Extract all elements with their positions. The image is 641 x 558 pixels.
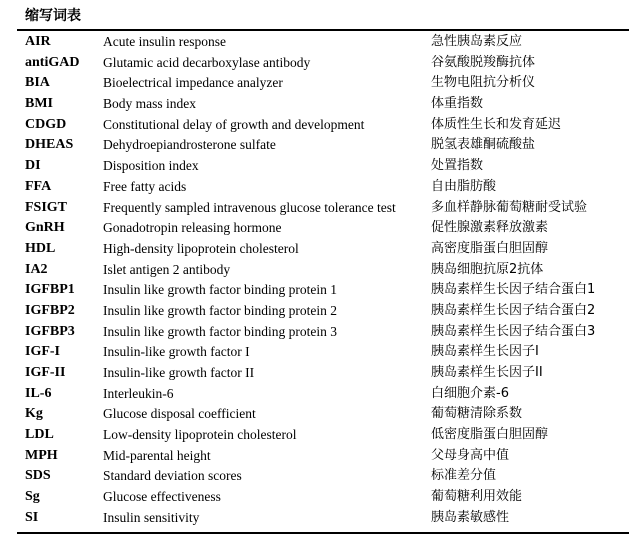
table-row	[0, 404, 641, 425]
table-row	[0, 342, 641, 363]
chinese-term-cell: 体重指数	[431, 96, 484, 112]
table-row	[0, 135, 641, 156]
english-term-cell: Standard deviation scores	[103, 468, 242, 484]
english-term-cell: Glucose effectiveness	[103, 489, 221, 505]
chinese-term-cell: 标准差分值	[431, 468, 497, 484]
chinese-term-cell: 促性腺激素释放激素	[431, 220, 549, 236]
table-row	[0, 466, 641, 487]
abbreviation-cell: DHEAS	[25, 137, 74, 153]
abbreviation-cell: SI	[25, 509, 39, 525]
chinese-term-cell: 谷氨酸脱羧酶抗体	[431, 54, 536, 70]
chinese-term-cell: 胰岛细胞抗原2抗体	[431, 261, 544, 277]
english-term-cell: Insulin like growth factor binding protein 2	[103, 302, 337, 318]
page-title: 缩写词表	[25, 8, 81, 24]
chinese-term-cell: 生物电阻抗分析仪	[431, 75, 536, 91]
chinese-term-cell: 葡萄糖利用效能	[431, 489, 523, 505]
abbreviation-cell: CDGD	[25, 116, 67, 132]
abbreviation-cell: SDS	[25, 468, 51, 484]
table-row	[0, 94, 641, 115]
english-term-cell: High-density lipoprotein cholesterol	[103, 240, 299, 256]
english-term-cell: Gonadotropin releasing hormone	[103, 220, 282, 236]
abbreviation-cell: MPH	[25, 447, 58, 463]
english-term-cell: Insulin-like growth factor II	[103, 365, 255, 380]
chinese-term-cell: 急性胰岛素反应	[431, 34, 523, 49]
english-term-cell: Insulin like growth factor binding protein 3	[103, 323, 337, 339]
english-term-cell: Frequently sampled intravenous glucose tolerance test	[103, 199, 396, 215]
abbreviation-cell: HDL	[25, 240, 56, 256]
table-row	[0, 363, 641, 384]
table-row	[0, 73, 641, 94]
table-row	[0, 32, 641, 53]
chinese-term-cell: 多血样静脉葡萄糖耐受试验	[431, 199, 588, 215]
abbreviation-table	[0, 32, 641, 529]
chinese-term-cell: 自由脂肪酸	[431, 178, 497, 194]
table-row	[0, 260, 641, 281]
abbreviation-cell: GnRH	[25, 220, 65, 236]
table-row	[0, 156, 641, 177]
abbreviation-cell: FSIGT	[25, 199, 68, 215]
table-row	[0, 218, 641, 239]
english-term-cell: Dehydroepiandrosterone sulfate	[103, 137, 276, 153]
abbreviation-cell: IGF-II	[25, 365, 66, 380]
chinese-term-cell: 体质性生长和发育延迟	[431, 116, 562, 132]
english-term-cell: Insulin like growth factor binding protein 1	[103, 282, 337, 298]
english-term-cell: Interleukin-6	[103, 385, 174, 401]
abbreviation-cell: LDL	[25, 427, 54, 443]
chinese-term-cell: 脱氢表雄酮硫酸盐	[431, 137, 536, 153]
abbreviation-cell: IA2	[25, 261, 48, 277]
chinese-term-cell: 高密度脂蛋白胆固醇	[431, 240, 549, 256]
abbreviation-cell: antiGAD	[25, 54, 80, 70]
english-term-cell: Insulin sensitivity	[103, 509, 200, 525]
table-row	[0, 446, 641, 467]
table-row	[0, 425, 641, 446]
table-row	[0, 177, 641, 198]
chinese-term-cell: 胰岛素样生长因子I	[431, 344, 539, 360]
abbreviation-cell: IGFBP1	[25, 282, 75, 298]
abbreviation-cell: DI	[25, 158, 41, 174]
english-term-cell: Glutamic acid decarboxylase antibody	[103, 54, 311, 70]
chinese-term-cell: 胰岛素样生长因子结合蛋白1	[431, 282, 596, 298]
table-row	[0, 487, 641, 508]
table-row	[0, 239, 641, 260]
table-row	[0, 115, 641, 136]
chinese-term-cell: 低密度脂蛋白胆固醇	[431, 427, 549, 443]
abbreviation-cell: IL-6	[25, 385, 52, 401]
table-row	[0, 280, 641, 301]
abbreviation-cell: IGFBP3	[25, 323, 75, 339]
english-term-cell: Free fatty acids	[103, 178, 187, 194]
abbreviation-cell: IGFBP2	[25, 302, 75, 318]
chinese-term-cell: 白细胞介素-6	[431, 385, 509, 401]
table-bottom-rule	[17, 532, 629, 534]
abbreviation-cell: AIR	[25, 34, 51, 49]
abbreviation-cell: IGF-I	[25, 344, 60, 360]
table-row	[0, 301, 641, 322]
english-term-cell: Islet antigen 2 antibody	[103, 261, 231, 277]
english-term-cell: Glucose disposal coefficient	[103, 406, 256, 422]
chinese-term-cell: 父母身高中值	[431, 447, 510, 463]
abbreviation-cell: Sg	[25, 489, 40, 505]
table-row	[0, 322, 641, 343]
abbreviation-cell: FFA	[25, 178, 52, 194]
table-row	[0, 384, 641, 405]
chinese-term-cell: 葡萄糖清除系数	[431, 406, 523, 422]
chinese-term-cell: 胰岛素样生长因子II	[431, 365, 543, 380]
english-term-cell: Mid-parental height	[103, 447, 211, 463]
chinese-term-cell: 胰岛素样生长因子结合蛋白3	[431, 323, 596, 339]
table-row	[0, 198, 641, 219]
english-term-cell: Constitutional delay of growth and development	[103, 116, 365, 132]
english-term-cell: Bioelectrical impedance analyzer	[103, 75, 283, 91]
english-term-cell: Insulin-like growth factor I	[103, 344, 250, 360]
table-row	[0, 53, 641, 74]
english-term-cell: Low-density lipoprotein cholesterol	[103, 427, 297, 443]
abbreviation-cell: BMI	[25, 96, 53, 112]
abbreviation-cell: Kg	[25, 406, 43, 422]
table-row	[0, 508, 641, 529]
table-top-rule	[17, 29, 629, 31]
english-term-cell: Disposition index	[103, 158, 199, 174]
chinese-term-cell: 胰岛素样生长因子结合蛋白2	[431, 302, 596, 318]
chinese-term-cell: 胰岛素敏感性	[431, 509, 510, 525]
english-term-cell: Body mass index	[103, 96, 196, 112]
english-term-cell: Acute insulin response	[103, 34, 226, 49]
chinese-term-cell: 处置指数	[431, 158, 484, 174]
abbreviation-cell: BIA	[25, 75, 50, 91]
